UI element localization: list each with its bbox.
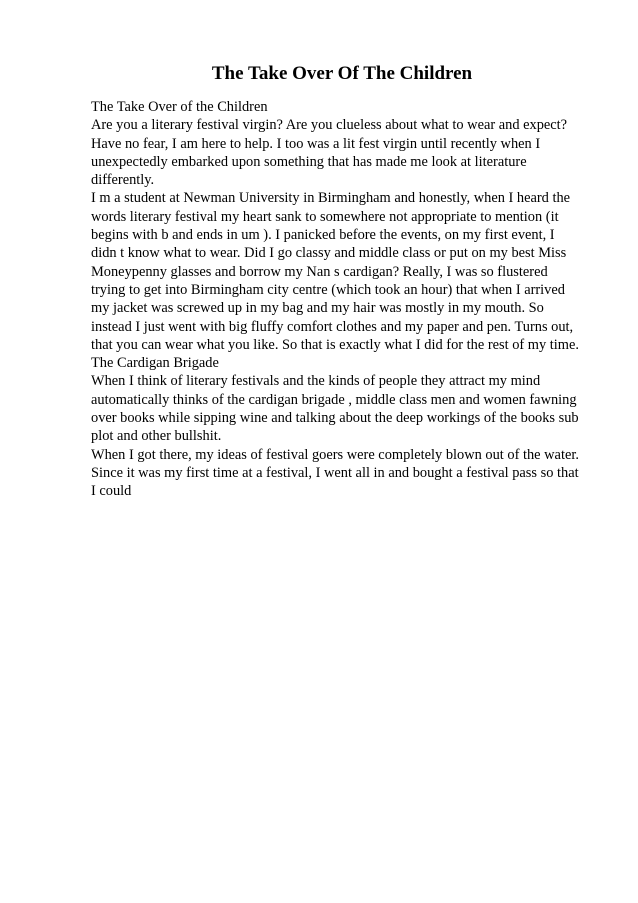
document-title: The Take Over Of The Children — [211, 63, 473, 84]
text-line: instead I just went with big fluffy comfort clothes and my paper and pen. Turns out, — [91, 318, 574, 335]
text-line: trying to get into Birmingham city centre (which took an hour) that when I arrived — [91, 281, 565, 298]
document-body — [91, 98, 591, 501]
text-line: Moneypenny glasses and borrow my Nan s cardigan? Really, I was so flustered — [91, 263, 548, 280]
text-line: I m a student at Newman University in Birmingham and honestly, when I heard the — [91, 190, 571, 207]
text-line: plot and other bullshit. — [91, 428, 222, 445]
text-line: The Cardigan Brigade — [91, 355, 219, 372]
text-line: my jacket was screwed up in my bag and my hair was mostly in my mouth. So — [91, 300, 544, 317]
text-line: Are you a literary festival virgin? Are you clueless about what to wear and expect? — [91, 117, 568, 134]
text-line: When I got there, my ideas of festival goers were completely blown out of the water. — [91, 446, 579, 463]
text-line: words literary festival my heart sank to somewhere not appropriate to mention (it — [91, 208, 559, 225]
text-line: automatically thinks of the cardigan brigade , middle class men and women fawning — [91, 391, 577, 408]
text-line: The Take Over of the Children — [91, 99, 268, 115]
text-line: When I think of literary festivals and the kinds of people they attract my mind — [91, 373, 541, 390]
text-line: over books while sipping wine and talking about the deep workings of the books sub — [91, 410, 579, 427]
text-line: begins with b and ends in um ). I panicked before the events, on my first event, I — [91, 227, 555, 244]
text-line: differently. — [91, 172, 155, 189]
text-line: didn t know what to wear. Did I go classy and middle class or put on my best Miss — [91, 245, 567, 262]
text-line: Have no fear, I am here to help. I too was a lit fest virgin until recently when I — [91, 135, 541, 152]
text-line: Since it was my first time at a festival, I went all in and bought a festival pass so that — [91, 464, 579, 481]
text-line: I could — [91, 483, 132, 500]
text-line: unexpectedly embarked upon something that has made me look at literature — [91, 153, 527, 170]
text-line: that you can wear what you like. So that is exactly what I did for the rest of my time. — [91, 336, 579, 353]
